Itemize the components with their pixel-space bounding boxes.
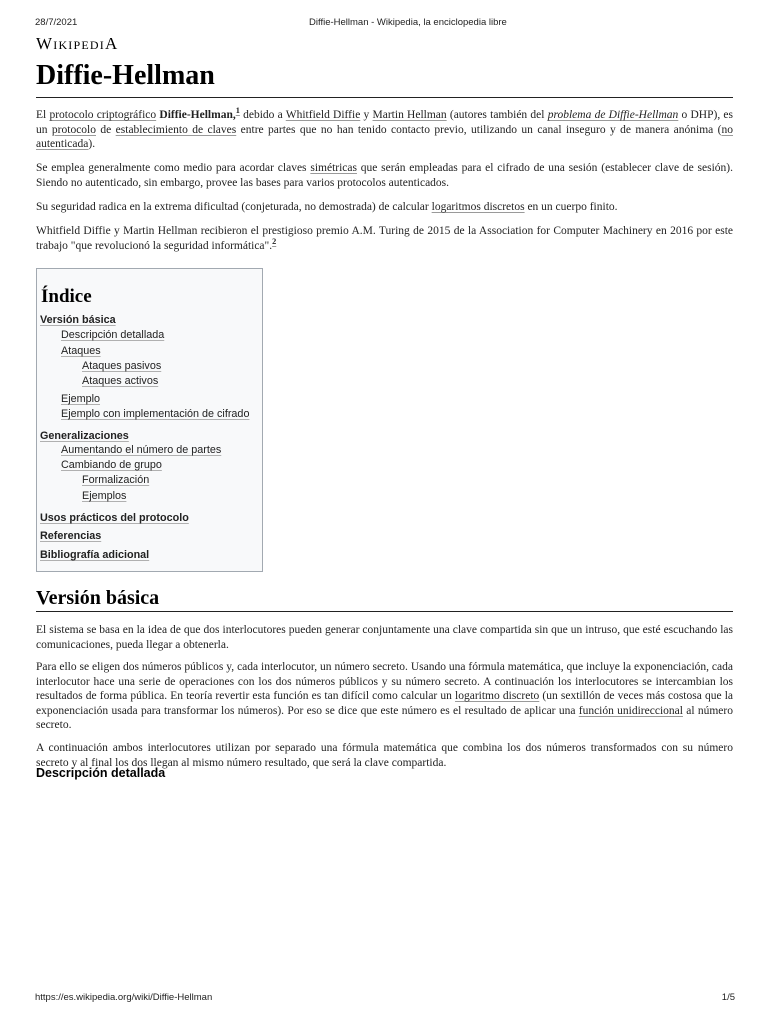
toc-item-formalizacion[interactable]: Formalización — [82, 474, 150, 486]
title-rule — [36, 97, 733, 98]
toc-item-ataques[interactable]: Ataques — [61, 345, 101, 357]
section-paragraph-2 — [36, 660, 733, 733]
print-header-title: Diffie-Hellman - Wikipedia, la enciclopedia libre — [309, 17, 507, 28]
toc-item-generalizaciones[interactable]: Generalizaciones — [40, 430, 129, 442]
paragraph-text: (un sextillón de veces más costosa que la exponenciación usada para transformar los números). Por eso se dice que este número es el resultado de aplicar una — [36, 690, 733, 717]
wikipedia-logo[interactable]: WikipediA — [36, 34, 119, 53]
paragraph-text: Whitfield Diffie y Martin Hellman recibieron el prestigioso premio A.M. Turing de 2015 de la Association for Computer Machinery en 2016 por este trabajo "que revolucionó la seguridad informática". — [36, 225, 733, 252]
link-no-autenticada[interactable]: no autenticada — [36, 123, 734, 151]
paragraph-text: debido a — [239, 109, 286, 121]
link-establecimiento-de-claves[interactable]: establecimiento de claves — [115, 123, 237, 136]
link-logaritmo-discreto[interactable]: logaritmo discreto — [455, 690, 540, 703]
section-paragraph-1 — [36, 623, 733, 652]
toc-item-ejemplo-cifrado[interactable]: Ejemplo con implementación de cifrado — [61, 408, 250, 420]
toc-item-descripcion-detallada[interactable]: Descripción detallada — [61, 329, 165, 341]
toc-item-referencias[interactable]: Referencias — [40, 530, 102, 542]
print-date: 28/7/2021 — [35, 17, 78, 28]
link-simetricas[interactable]: simétricas — [310, 162, 357, 174]
page-title: Diffie-Hellman — [36, 60, 215, 91]
reference-link[interactable]: 2 — [272, 236, 277, 246]
link-martin-hellman[interactable]: Martin Hellman — [372, 109, 447, 121]
section-rule — [36, 611, 733, 612]
bold-term: Diffie-Hellman, — [159, 109, 236, 121]
toc-item-ejemplos[interactable]: Ejemplos — [82, 490, 127, 502]
paragraph-text: entre partes que no han tenido contacto previo, utilizando un canal inseguro y de manera anónima ( — [236, 123, 722, 136]
link-funcion-unidireccional[interactable]: función unidireccional — [578, 704, 683, 717]
paragraph-text: El sistema se basa en la idea de que dos interlocutores pueden generar conjuntamente una clave compartida sin que un intruso, que esté escuchando las comunicaciones, pueda llegar a obtenerla. — [36, 624, 733, 651]
page-number: 1/5 — [721, 992, 735, 1003]
intro-paragraph-3 — [36, 200, 733, 215]
toc-item-ataques-activos[interactable]: Ataques activos — [82, 375, 159, 387]
toc-item-ejemplo[interactable]: Ejemplo — [61, 393, 101, 405]
link-logaritmos-discretos[interactable]: logaritmos discretos — [431, 201, 525, 213]
section-heading-version-basica: Versión básica — [36, 587, 160, 609]
table-of-contents — [36, 268, 263, 572]
toc-item-version-basica[interactable]: Versión básica — [40, 314, 116, 326]
intro-paragraph-4 — [36, 224, 733, 253]
link-whitfield-diffie[interactable]: Whitfield Diffie — [285, 109, 361, 121]
link-protocolo-criptografico[interactable]: protocolo criptográfico — [49, 109, 157, 121]
paragraph-text: ). — [88, 138, 96, 151]
paragraph-text: Para ello se eligen dos números públicos y, cada interlocutor, un número secreto. Usando una fórmula matemática, que incluye la exponenciación, cada interlocutor hace una serie de operaciones con los dos números públicos y su número secreto. A continuación los interlocutores se intercambian los resultados de forma pública. En teoría revertir esta función es tan difícil como calcular un — [36, 661, 733, 703]
paragraph-text: (autores también del — [446, 109, 548, 121]
paragraph-text: de — [96, 123, 116, 136]
toc-item-usos-practicos[interactable]: Usos prácticos del protocolo — [40, 512, 189, 524]
link-protocolo[interactable]: protocolo — [51, 123, 96, 136]
toc-item-ataques-pasivos[interactable]: Ataques pasivos — [82, 360, 162, 372]
toc-item-aumentando-partes[interactable]: Aumentando el número de partes — [61, 444, 222, 456]
paragraph-text: y — [360, 109, 373, 121]
toc-title: Índice — [41, 286, 92, 307]
link-problema-de-diffie-hellman[interactable]: problema de Diffie-Hellman — [547, 109, 679, 121]
print-url: https://es.wikipedia.org/wiki/Diffie-Hellman — [35, 992, 213, 1003]
paragraph-text: El — [36, 109, 50, 121]
toc-item-cambiando-grupo[interactable]: Cambiando de grupo — [61, 459, 162, 471]
toc-item-bibliografia[interactable]: Bibliografía adicional — [40, 549, 150, 561]
paragraph-text: en un cuerpo finito. — [524, 201, 618, 213]
paragraph-text: Su seguridad radica en la extrema dificultad (conjeturada, no demostrada) de calcular — [36, 201, 432, 213]
reference-link[interactable]: 1 — [235, 106, 240, 116]
paragraph-text: al número secreto. — [36, 704, 733, 732]
paragraph-text: que serán empleadas para el cifrado de una sesión (establecer clave de sesión). Siendo no autenticado, sin embargo, provee las bases para varios protocolos autenticados. — [36, 162, 733, 189]
paragraph-text: A continuación ambos interlocutores utilizan por separado una fórmula matemática que combina los dos números transformados con su número secreto y al final los dos llegan al mismo número resultado, que será la clave compartida. — [36, 742, 733, 769]
paragraph-text: o DHP), es un — [36, 109, 734, 136]
intro-paragraph-1 — [36, 108, 733, 152]
subsection-heading-descripcion-detallada: Descripción detallada — [36, 766, 166, 780]
paragraph-text: Se emplea generalmente como medio para acordar claves — [36, 162, 311, 174]
intro-paragraph-2 — [36, 161, 733, 190]
